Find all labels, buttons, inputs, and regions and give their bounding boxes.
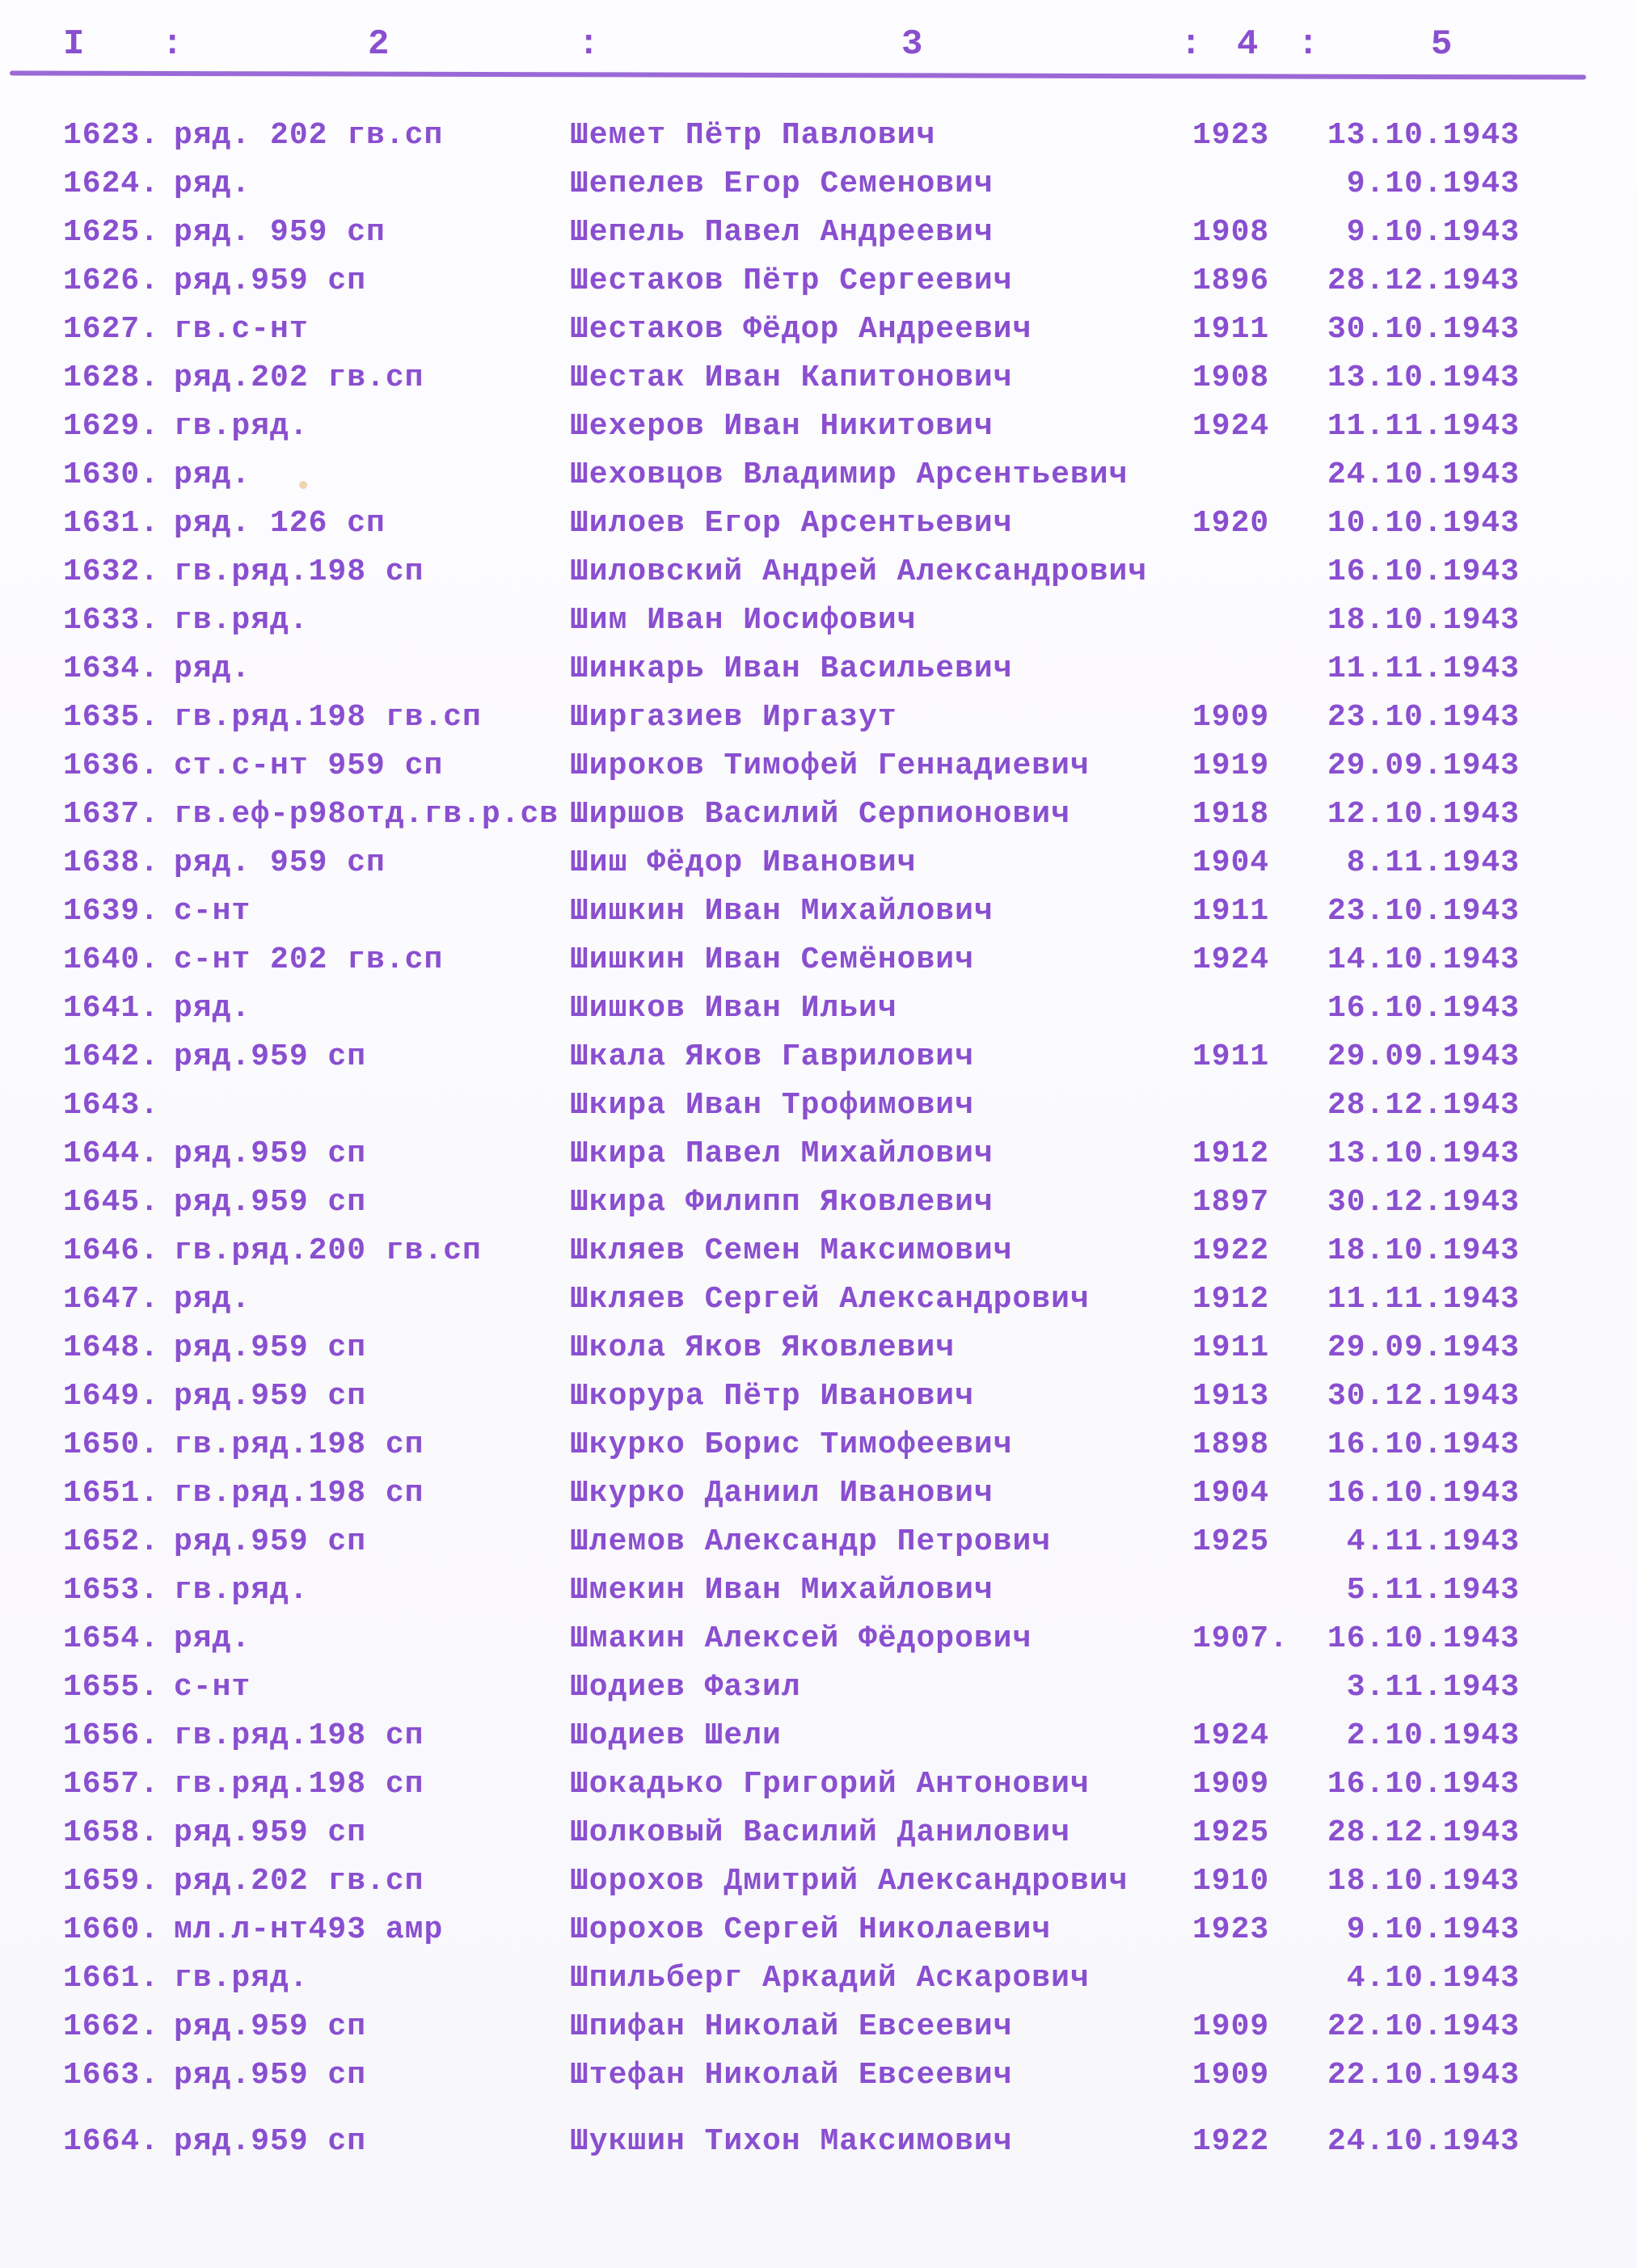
record-rank-unit: гв.ряд.198 сп	[174, 1427, 424, 1462]
record-row	[0, 1714, 1637, 1762]
record-full-name: Ширгазиев Иргазут	[570, 700, 897, 735]
record-full-name: Шестак Иван Капитонович	[570, 360, 1013, 395]
record-number: 1624.	[63, 167, 160, 201]
record-row	[0, 598, 1637, 647]
record-row	[0, 744, 1637, 792]
record-birth-year: 1922	[1192, 2124, 1270, 2159]
record-rank-unit: с-нт	[174, 894, 251, 929]
record-rank-unit: ряд.	[174, 457, 251, 492]
record-row	[0, 210, 1637, 259]
record-row	[0, 1229, 1637, 1277]
header-rule	[10, 70, 1586, 79]
record-full-name: Шолковый Василий Данилович	[570, 1815, 1070, 1850]
record-rank-unit: ряд.959 сп	[174, 1815, 367, 1850]
record-rank-unit: ряд.202 гв.сп	[174, 360, 424, 395]
record-full-name: Шехеров Иван Никитович	[570, 409, 994, 444]
record-birth-year: 1897	[1192, 1185, 1270, 1220]
record-rank-unit: ряд.	[174, 991, 251, 1026]
record-date: 18.10.1943	[1327, 1233, 1520, 1268]
record-full-name: Шодиев Шели	[570, 1718, 782, 1753]
record-date: 11.11.1943	[1327, 1282, 1520, 1317]
record-rank-unit: гв.ряд.	[174, 603, 309, 638]
record-rank-unit: ряд.	[174, 651, 251, 686]
record-rank-unit: гв.ряд.198 сп	[174, 1476, 424, 1511]
record-date: 23.10.1943	[1327, 700, 1520, 735]
record-date: 16.10.1943	[1327, 1476, 1520, 1511]
record-full-name: Шемет Пётр Павлович	[570, 118, 936, 153]
record-full-name: Шепелев Егор Семенович	[570, 167, 994, 201]
record-number: 1635.	[63, 700, 160, 735]
record-rank-unit: ряд.959 сп	[174, 1330, 367, 1365]
record-rank-unit: гв.ряд.	[174, 1573, 309, 1608]
record-rank-unit: мл.л-нт493 амр	[174, 1912, 444, 1947]
record-row	[0, 1180, 1637, 1229]
record-full-name: Широков Тимофей Геннадиевич	[570, 748, 1090, 783]
record-row	[0, 1035, 1637, 1083]
record-rank-unit: гв.ряд.	[174, 1961, 309, 1996]
record-date: 30.10.1943	[1327, 312, 1520, 347]
record-row	[0, 2005, 1637, 2053]
record-date: 4.10.1943	[1346, 1961, 1520, 1996]
record-number: 1655.	[63, 1670, 160, 1705]
record-number: 1658.	[63, 1815, 160, 1850]
record-row	[0, 550, 1637, 598]
record-rank-unit: гв.с-нт	[174, 312, 309, 347]
record-date: 8.11.1943	[1346, 845, 1520, 880]
record-date: 14.10.1943	[1327, 942, 1520, 977]
record-number: 1657.	[63, 1767, 160, 1802]
record-date: 30.12.1943	[1327, 1379, 1520, 1414]
record-number: 1629.	[63, 409, 160, 444]
record-date: 11.11.1943	[1327, 409, 1520, 444]
record-number: 1636.	[63, 748, 160, 783]
record-row	[0, 453, 1637, 501]
record-birth-year: 1918	[1192, 797, 1270, 832]
record-date: 16.10.1943	[1327, 1767, 1520, 1802]
record-number: 1632.	[63, 554, 160, 589]
record-birth-year: 1904	[1192, 1476, 1270, 1511]
header-col-2: 2	[368, 24, 390, 65]
record-birth-year: 1924	[1192, 1718, 1270, 1753]
column-header	[0, 18, 1637, 66]
record-date: 28.12.1943	[1327, 1815, 1520, 1850]
header-separator: :	[1180, 24, 1202, 65]
record-birth-year: 1909	[1192, 2058, 1270, 2093]
record-full-name: Шкурко Борис Тимофеевич	[570, 1427, 1013, 1462]
record-date: 10.10.1943	[1327, 506, 1520, 541]
record-date: 11.11.1943	[1327, 651, 1520, 686]
record-number: 1654.	[63, 1621, 160, 1656]
record-full-name: Шишков Иван Ильич	[570, 991, 897, 1026]
record-full-name: Шорохов Дмитрий Александрович	[570, 1864, 1129, 1899]
record-row	[0, 1083, 1637, 1132]
record-birth-year: 1911	[1192, 894, 1270, 929]
record-birth-year: 1909	[1192, 700, 1270, 735]
record-rank-unit: ряд. 959 сп	[174, 845, 386, 880]
record-rank-unit: ряд.	[174, 167, 251, 201]
record-birth-year: 1896	[1192, 263, 1270, 298]
record-number: 1652.	[63, 1524, 160, 1559]
record-number: 1659.	[63, 1864, 160, 1899]
record-full-name: Шкала Яков Гаврилович	[570, 1039, 974, 1074]
record-number: 1630.	[63, 457, 160, 492]
record-birth-year: 1898	[1192, 1427, 1270, 1462]
record-row	[0, 2053, 1637, 2101]
record-full-name: Шмекин Иван Михайлович	[570, 1573, 994, 1608]
record-rank-unit: с-нт	[174, 1670, 251, 1705]
record-rank-unit: ряд.959 сп	[174, 1379, 367, 1414]
record-number: 1650.	[63, 1427, 160, 1462]
record-date: 30.12.1943	[1327, 1185, 1520, 1220]
record-number: 1641.	[63, 991, 160, 1026]
record-rank-unit: гв.ряд.198 сп	[174, 554, 424, 589]
record-row	[0, 1520, 1637, 1568]
record-rank-unit: с-нт 202 гв.сп	[174, 942, 444, 977]
record-date: 16.10.1943	[1327, 1621, 1520, 1656]
record-birth-year: 1909	[1192, 1767, 1270, 1802]
record-full-name: Шкира Иван Трофимович	[570, 1088, 974, 1123]
record-rank-unit: гв.ряд.198 гв.сп	[174, 700, 482, 735]
record-rank-unit: гв.еф-р98отд.гв.р.св	[174, 797, 559, 832]
record-row	[0, 1374, 1637, 1423]
header-col-1: I	[63, 24, 85, 65]
record-number: 1661.	[63, 1961, 160, 1996]
record-row	[0, 1908, 1637, 1956]
record-full-name: Шодиев Фазил	[570, 1670, 801, 1705]
record-number: 1662.	[63, 2009, 160, 2044]
record-birth-year: 1908	[1192, 215, 1270, 250]
record-row	[0, 695, 1637, 744]
record-number: 1644.	[63, 1136, 160, 1171]
record-row	[0, 404, 1637, 453]
record-number: 1646.	[63, 1233, 160, 1268]
record-number: 1634.	[63, 651, 160, 686]
record-birth-year: 1923	[1192, 1912, 1270, 1947]
record-birth-year: 1919	[1192, 748, 1270, 783]
record-rank-unit: гв.ряд.200 гв.сп	[174, 1233, 482, 1268]
record-number: 1651.	[63, 1476, 160, 1511]
record-rank-unit: ряд.959 сп	[174, 1524, 367, 1559]
record-rank-unit: ряд.959 сп	[174, 1185, 367, 1220]
record-birth-year: 1909	[1192, 2009, 1270, 2044]
record-row	[0, 356, 1637, 404]
record-rank-unit: ряд. 202 гв.сп	[174, 118, 444, 153]
record-date: 24.10.1943	[1327, 457, 1520, 492]
record-row	[0, 1132, 1637, 1180]
record-full-name: Шпильберг Аркадий Аскарович	[570, 1961, 1090, 1996]
record-birth-year: 1911	[1192, 1330, 1270, 1365]
record-number: 1637.	[63, 797, 160, 832]
record-birth-year: 1913	[1192, 1379, 1270, 1414]
record-full-name: Шилоев Егор Арсентьевич	[570, 506, 1013, 541]
record-number: 1627.	[63, 312, 160, 347]
record-date: 16.10.1943	[1327, 991, 1520, 1026]
record-birth-year: 1912	[1192, 1136, 1270, 1171]
record-birth-year: 1912	[1192, 1282, 1270, 1317]
record-rank-unit: гв.ряд.198 сп	[174, 1718, 424, 1753]
record-full-name: Шишкин Иван Семёнович	[570, 942, 974, 977]
record-full-name: Шим Иван Иосифович	[570, 603, 917, 638]
record-date: 24.10.1943	[1327, 2124, 1520, 2159]
record-number: 1660.	[63, 1912, 160, 1947]
record-birth-year: 1908	[1192, 360, 1270, 395]
record-row	[0, 2119, 1637, 2168]
record-number: 1633.	[63, 603, 160, 638]
record-row	[0, 1277, 1637, 1326]
record-full-name: Шкляев Семен Максимович	[570, 1233, 1013, 1268]
record-date: 29.09.1943	[1327, 1039, 1520, 1074]
record-number: 1626.	[63, 263, 160, 298]
record-number: 1647.	[63, 1282, 160, 1317]
record-rank-unit: ряд.959 сп	[174, 2009, 367, 2044]
record-row	[0, 1762, 1637, 1811]
record-number: 1663.	[63, 2058, 160, 2093]
record-row	[0, 841, 1637, 889]
record-row	[0, 1665, 1637, 1714]
record-date: 22.10.1943	[1327, 2009, 1520, 2044]
record-full-name: Шкурко Даниил Иванович	[570, 1476, 994, 1511]
record-rank-unit: ряд.202 гв.сп	[174, 1864, 424, 1899]
record-date: 22.10.1943	[1327, 2058, 1520, 2093]
record-number: 1656.	[63, 1718, 160, 1753]
record-rank-unit: ряд.	[174, 1282, 251, 1317]
record-date: 9.10.1943	[1346, 167, 1520, 201]
record-birth-year: 1922	[1192, 1233, 1270, 1268]
record-birth-year: 1911	[1192, 1039, 1270, 1074]
header-separator: :	[578, 24, 600, 65]
record-date: 4.11.1943	[1346, 1524, 1520, 1559]
header-separator: :	[1297, 24, 1319, 65]
record-full-name: Шишкин Иван Михайлович	[570, 894, 994, 929]
record-rank-unit: ряд.	[174, 1621, 251, 1656]
record-row	[0, 113, 1637, 162]
record-number: 1639.	[63, 894, 160, 929]
record-rank-unit: ряд. 959 сп	[174, 215, 386, 250]
record-birth-year: 1904	[1192, 845, 1270, 880]
record-birth-year: 1911	[1192, 312, 1270, 347]
record-full-name: Шорохов Сергей Николаевич	[570, 1912, 1052, 1947]
record-number: 1648.	[63, 1330, 160, 1365]
record-number: 1631.	[63, 506, 160, 541]
record-full-name: Шокадько Григорий Антонович	[570, 1767, 1090, 1802]
record-birth-year: 1924	[1192, 409, 1270, 444]
record-full-name: Шкира Павел Михайлович	[570, 1136, 994, 1171]
record-number: 1649.	[63, 1379, 160, 1414]
record-date: 29.09.1943	[1327, 748, 1520, 783]
record-row	[0, 792, 1637, 841]
header-col-5: 5	[1431, 24, 1453, 65]
record-date: 3.11.1943	[1346, 1670, 1520, 1705]
record-row	[0, 1956, 1637, 2005]
record-row	[0, 1859, 1637, 1908]
record-full-name: Шиловский Андрей Александрович	[570, 554, 1148, 589]
record-number: 1643.	[63, 1088, 160, 1123]
record-rank-unit: ряд. 126 сп	[174, 506, 386, 541]
record-full-name: Шепель Павел Андреевич	[570, 215, 994, 250]
record-date: 9.10.1943	[1346, 215, 1520, 250]
record-date: 16.10.1943	[1327, 1427, 1520, 1462]
record-number: 1653.	[63, 1573, 160, 1608]
record-full-name: Шукшин Тихон Максимович	[570, 2124, 1013, 2159]
record-row	[0, 501, 1637, 550]
record-row	[0, 938, 1637, 986]
record-row	[0, 259, 1637, 307]
record-number: 1645.	[63, 1185, 160, 1220]
record-date: 23.10.1943	[1327, 894, 1520, 929]
record-birth-year: 1925	[1192, 1815, 1270, 1850]
record-rank-unit: ряд.959 сп	[174, 263, 367, 298]
record-full-name: Шкляев Сергей Александрович	[570, 1282, 1090, 1317]
record-row	[0, 1326, 1637, 1374]
record-row	[0, 1423, 1637, 1471]
record-birth-year: 1924	[1192, 942, 1270, 977]
record-full-name: Шеховцов Владимир Арсентьевич	[570, 457, 1129, 492]
record-birth-year: 1910	[1192, 1864, 1270, 1899]
record-number: 1638.	[63, 845, 160, 880]
record-row	[0, 1617, 1637, 1665]
record-birth-year: 1923	[1192, 118, 1270, 153]
record-birth-year: 1925	[1192, 1524, 1270, 1559]
record-date: 13.10.1943	[1327, 360, 1520, 395]
record-full-name: Ширшов Василий Серпионович	[570, 797, 1070, 832]
record-birth-year: 1920	[1192, 506, 1270, 541]
record-date: 28.12.1943	[1327, 1088, 1520, 1123]
record-number: 1625.	[63, 215, 160, 250]
record-list	[0, 113, 1637, 2168]
record-date: 9.10.1943	[1346, 1912, 1520, 1947]
record-date: 5.11.1943	[1346, 1573, 1520, 1608]
record-number: 1623.	[63, 118, 160, 153]
record-full-name: Штефан Николай Евсеевич	[570, 2058, 1013, 2093]
header-separator: :	[162, 24, 184, 65]
record-full-name: Шкоруpа Пётр Иванович	[570, 1379, 974, 1414]
record-full-name: Шиш Фёдор Иванович	[570, 845, 917, 880]
record-date: 13.10.1943	[1327, 1136, 1520, 1171]
record-full-name: Школа Яков Яковлевич	[570, 1330, 956, 1365]
header-col-4: 4	[1237, 24, 1259, 65]
record-full-name: Шкира Филипп Яковлевич	[570, 1185, 994, 1220]
record-date: 16.10.1943	[1327, 554, 1520, 589]
record-date: 2.10.1943	[1346, 1718, 1520, 1753]
record-row	[0, 1811, 1637, 1859]
record-rank-unit: ст.с-нт 959 сп	[174, 748, 444, 783]
record-number: 1640.	[63, 942, 160, 977]
record-rank-unit: гв.ряд.	[174, 409, 309, 444]
record-full-name: Шестаков Фёдор Андреевич	[570, 312, 1032, 347]
record-rank-unit: ряд.959 сп	[174, 1039, 367, 1074]
record-date: 13.10.1943	[1327, 118, 1520, 153]
record-row	[0, 647, 1637, 695]
record-full-name: Шинкарь Иван Васильевич	[570, 651, 1013, 686]
record-number: 1642.	[63, 1039, 160, 1074]
header-col-3: 3	[901, 24, 923, 65]
record-rank-unit: ряд.959 сп	[174, 1136, 367, 1171]
record-number: 1664.	[63, 2124, 160, 2159]
record-date: 29.09.1943	[1327, 1330, 1520, 1365]
record-row	[0, 1568, 1637, 1617]
record-full-name: Шлемов Александр Петрович	[570, 1524, 1052, 1559]
record-date: 18.10.1943	[1327, 1864, 1520, 1899]
record-date: 18.10.1943	[1327, 603, 1520, 638]
record-number: 1628.	[63, 360, 160, 395]
record-date: 12.10.1943	[1327, 797, 1520, 832]
record-row	[0, 1471, 1637, 1520]
record-date: 28.12.1943	[1327, 263, 1520, 298]
record-rank-unit: гв.ряд.198 сп	[174, 1767, 424, 1802]
record-rank-unit: ряд.959 сп	[174, 2124, 367, 2159]
record-row	[0, 986, 1637, 1035]
record-full-name: Шестаков Пётр Сергеевич	[570, 263, 1013, 298]
record-row	[0, 889, 1637, 938]
record-row	[0, 307, 1637, 356]
record-birth-year: 1907.	[1192, 1621, 1289, 1656]
record-rank-unit: ряд.959 сп	[174, 2058, 367, 2093]
record-row	[0, 162, 1637, 210]
record-full-name: Шмакин Алексей Фёдорович	[570, 1621, 1032, 1656]
record-full-name: Шпифан Николай Евсеевич	[570, 2009, 1013, 2044]
